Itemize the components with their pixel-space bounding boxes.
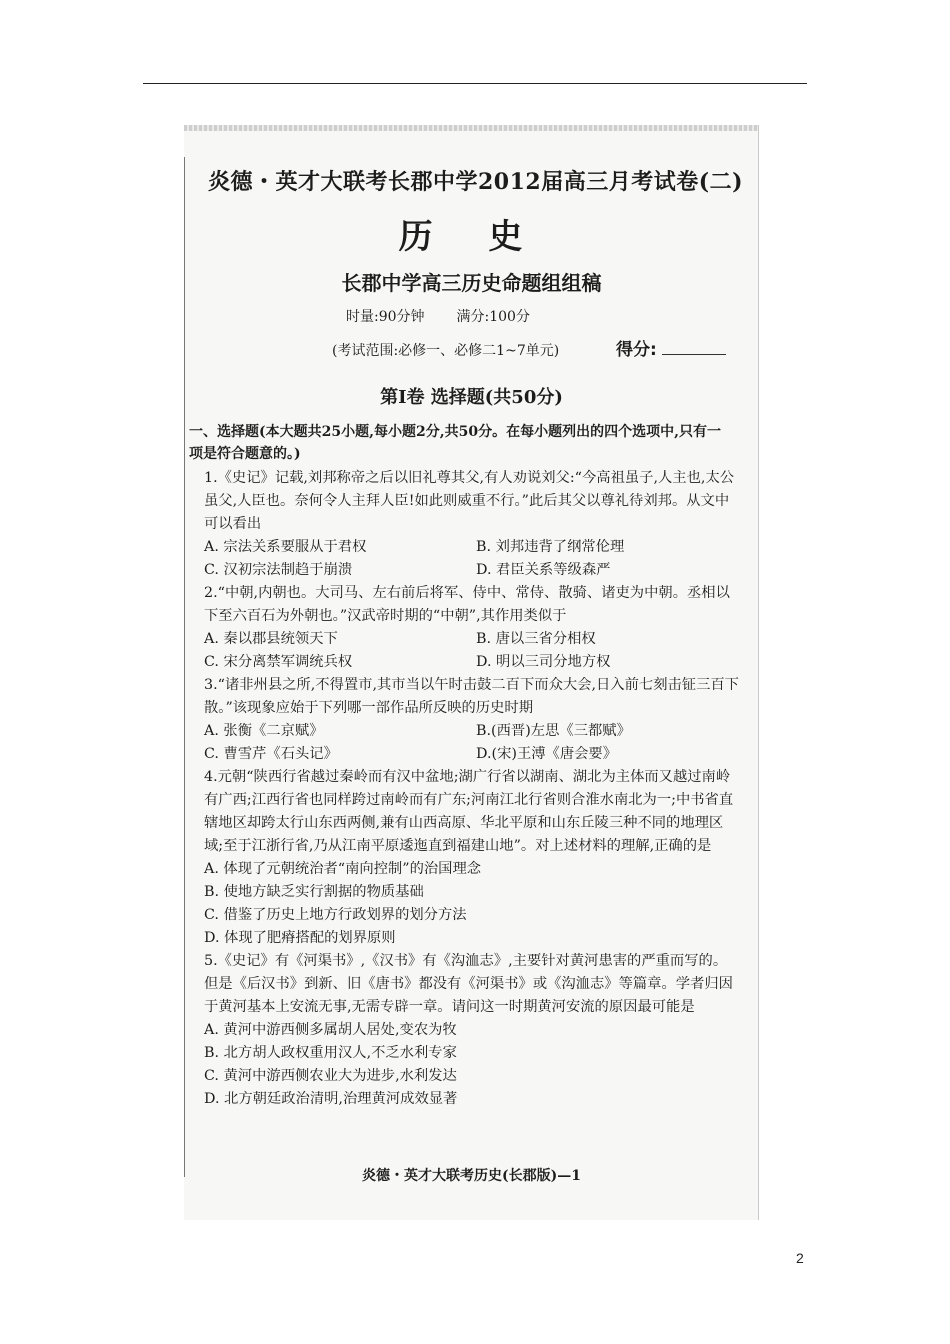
option: D. 北方朝廷政治清明,治理黄河成效显著 (204, 1091, 458, 1107)
exam-time: 时量:90分钟 (346, 309, 425, 325)
option: A. 黄河中游西侧多属胡人居处,变农为牧 (204, 1022, 457, 1038)
exam-title: 炎德・英才大联考长郡中学2012届高三月考试卷(二) (208, 169, 744, 195)
section-title: 第Ⅰ卷 选择题(共50分) (380, 387, 563, 408)
option: C. 曹雪芹《石头记》 (204, 746, 338, 762)
option-grid (204, 628, 739, 674)
subject-title: 历 史 (398, 217, 545, 257)
question-stem: 4.元朝“陕西行省越过秦岭而有汉中盆地;湖广行省以湖南、湖北为主体而又越过南岭有广西;江西行省也同样跨过南岭而有广东;河南江北行省则合淮水南北为一;中书省直辖地区却跨太行山东西两侧,兼有山西高原、华北平原和山东丘陵三种不同的地理区域;至于江浙行省,乃从江南平原逶迤直到福建山地”。对上述材料的理解,正确的是 (204, 769, 734, 854)
exam-scope: (考试范围:必修一、必修二1~7单元) (332, 343, 560, 359)
option: C. 汉初宗法制趋于崩溃 (204, 562, 353, 578)
option: A. 宗法关系要服从于君权 (204, 539, 367, 555)
score-label: 得分: (616, 340, 657, 360)
scanned-exam-page (184, 125, 759, 1220)
option: C. 借鉴了历史上地方行政划界的划分方法 (204, 907, 467, 923)
question (204, 582, 739, 674)
option: D. 明以三司分地方权 (476, 654, 611, 670)
option: D. 君臣关系等级森严 (476, 562, 611, 578)
question (204, 674, 739, 766)
question (204, 467, 739, 582)
question-stem: 2.“中朝,内朝也。大司马、左右前后将军、侍中、常侍、散骑、诸吏为中朝。丞相以下至六百石为外朝也。”汉武帝时期的“中朝”,其作用类似于 (204, 585, 730, 624)
option-grid (204, 536, 739, 582)
option: B. 北方胡人政权重用汉人,不乏水利专家 (204, 1045, 457, 1061)
option: A. 张衡《二京赋》 (204, 723, 324, 739)
option: B. 刘邦违背了纲常伦理 (476, 539, 625, 555)
option: D. 体现了肥瘠搭配的划界原则 (204, 930, 396, 946)
option: D.(宋)王溥《唐会要》 (476, 746, 618, 762)
option-grid (204, 720, 739, 766)
option: B. 使地方缺乏实行割据的物质基础 (204, 884, 424, 900)
option: B. 唐以三省分相权 (476, 631, 596, 647)
question-stem: 3.“诸非州县之所,不得置市,其市当以午时击鼓二百下而众大会,日入前七刻击钲三百下散。”该现象应始于下列哪一部作品所反映的历史时期 (204, 677, 739, 716)
score-blank (662, 354, 726, 355)
option-list (204, 1019, 739, 1111)
page-number: 2 (796, 1250, 804, 1266)
instructions: 一、选择题(本大题共25小题,每小题2分,共50分。在每小题列出的四个选项中,只有一项是符合题意的。) (189, 424, 721, 462)
option: A. 体现了元朝统治者“南向控制”的治国理念 (204, 861, 482, 877)
full-score: 满分:100分 (456, 309, 530, 325)
question (204, 766, 739, 950)
question-stem: 5.《史记》有《河渠书》,《汉书》有《沟洫志》,主要针对黄河患害的严重而写的。但是《后汉书》到新、旧《唐书》都没有《河渠书》或《沟洫志》等篇章。学者归因于黄河基本上安流无事,无需专辟一章。请问这一时期黄河安流的原因最可能是 (204, 953, 733, 1015)
compiler-line: 长郡中学高三历史命题组组稿 (341, 271, 602, 295)
option-list (204, 858, 739, 950)
question-list (204, 467, 739, 1111)
question-stem: 1.《史记》记载,刘邦称帝之后以旧礼尊其父,有人劝说刘父:“今高祖虽子,人主也,太公虽父,人臣也。奈何令人主拜人臣!如此则威重不行。”此后其父以尊礼待刘邦。从文中可以看出 (204, 470, 735, 532)
option: B.(西晋)左思《三都赋》 (476, 723, 631, 739)
exam-time-score (346, 306, 530, 326)
scan-edge (184, 125, 759, 131)
binding-rule (184, 157, 185, 1177)
option: C. 黄河中游西侧农业大为进步,水利发达 (204, 1068, 457, 1084)
option: A. 秦以郡县统领天下 (204, 631, 338, 647)
question (204, 950, 739, 1111)
page-footer: 炎德・英才大联考历史(长郡版)—1 (362, 1168, 581, 1184)
option: C. 宋分离禁军调统兵权 (204, 654, 353, 670)
page-top-rule (143, 83, 807, 84)
